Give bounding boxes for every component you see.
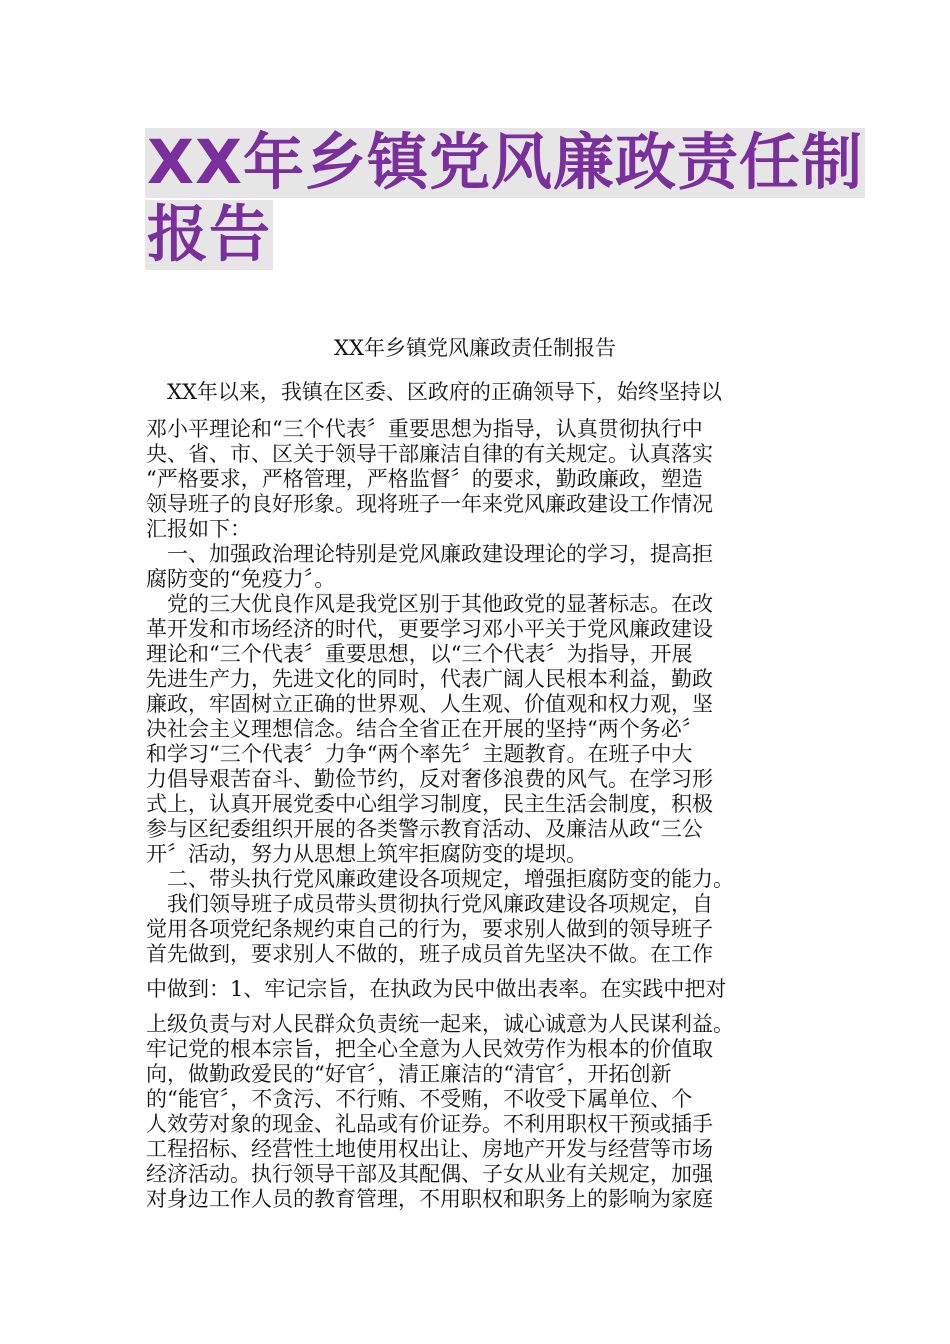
text-line: XX年以来，我镇在区委、区政府的正确领导下，始终坚持以 bbox=[146, 380, 722, 404]
document-title bbox=[145, 127, 864, 272]
text-line: 我们领导班子成员带头贯彻执行党风廉政建设各项规定，自 bbox=[146, 892, 713, 916]
text-line: 觉用各项党纪条规约束自己的行为，要求别人做到的领导班子 bbox=[146, 917, 713, 941]
text-line: 的“能官〞，不贪污、不行贿、不受贿，不收受下属单位、个 bbox=[146, 1087, 693, 1111]
text-line: 二、带头执行党风廉政建设各项规定，增强拒腐防变的能力。 bbox=[146, 867, 734, 891]
text-line: 对身边工作人员的教育管理，不用职权和职务上的影响为家庭 bbox=[146, 1187, 713, 1211]
text-line: 工程招标、经营性土地使用权出让、房地产开发与经营等市场 bbox=[146, 1137, 713, 1161]
text-line: 经济活动。执行领导干部及其配偶、子女从业有关规定，加强 bbox=[146, 1162, 713, 1186]
text-line: 汇报如下： bbox=[146, 517, 251, 541]
document-subtitle: XX年乡镇党风廉政责任制报告 bbox=[334, 336, 616, 360]
text-line: 央、省、市、区关于领导干部廉洁自律的有关规定。认真落实 bbox=[146, 442, 713, 466]
text-line: 式上，认真开展党委中心组学习制度，民主生活会制度，积极 bbox=[146, 792, 713, 816]
text-line: 力倡导艰苦奋斗、勤俭节约，反对奢侈浪费的风气。在学习形 bbox=[146, 767, 713, 791]
text-line: 腐防变的“免疫力〞。 bbox=[146, 567, 336, 591]
text-line: 首先做到，要求别人不做的，班子成员首先坚决不做。在工作 bbox=[146, 942, 713, 966]
text-line: “严格要求，严格管理，严格监督〞的要求，勤政廉政，塑造 bbox=[146, 467, 703, 491]
text-line: 上级负责与对人民群众负责统一起来，诚心诚意为人民谋利益。 bbox=[146, 1012, 734, 1036]
text-line: 决社会主义理想信念。结合全省正在开展的坚持“两个务必〞 bbox=[146, 717, 703, 741]
text-line: 廉政，牢固树立正确的世界观、人生观、价值观和权力观，坚 bbox=[146, 692, 713, 716]
text-line: 和学习“三个代表〞力争“两个率先〞主题教育。在班子中大 bbox=[146, 742, 693, 766]
text-line: 一、加强政治理论特别是党风廉政建设理论的学习，提高拒 bbox=[146, 542, 713, 566]
text-line: 党的三大优良作风是我党区别于其他政党的显著标志。在改 bbox=[146, 592, 713, 616]
title-line-2: 报告 bbox=[147, 199, 272, 270]
text-line: 革开发和市场经济的时代，更要学习邓小平关于党风廉政建设 bbox=[146, 617, 713, 641]
text-line: 邓小平理论和“三个代表〞重要思想为指导，认真贯彻执行中 bbox=[146, 417, 703, 441]
document-body bbox=[146, 380, 810, 1212]
text-line: 向，做勤政爱民的“好官〞，清正廉洁的“清官〞，开拓创新 bbox=[146, 1062, 672, 1086]
title-line-1: XX年乡镇党风廉政责任制 bbox=[147, 127, 864, 198]
text-line: 先进生产力，先进文化的同时，代表广阔人民根本利益，勤政 bbox=[146, 667, 713, 691]
text-line: 参与区纪委组织开展的各类警示教育活动、及廉洁从政“三公 bbox=[146, 817, 703, 841]
text-line: 人效劳对象的现金、礼品或有价证券。不利用职权干预或插手 bbox=[146, 1112, 713, 1136]
text-line: 牢记党的根本宗旨，把全心全意为人民效劳作为根本的价值取 bbox=[146, 1037, 713, 1061]
text-line: 领导班子的良好形象。现将班子一年来党风廉政建设工作情况 bbox=[146, 492, 713, 516]
text-line: 中做到：1、牢记宗旨，在执政为民中做出表率。在实践中把对 bbox=[146, 977, 727, 1001]
text-line: 理论和“三个代表〞重要思想，以“三个代表〞为指导，开展 bbox=[146, 642, 693, 666]
text-line: 开〞活动，努力从思想上筑牢拒腐防变的堤坝。 bbox=[146, 842, 587, 866]
